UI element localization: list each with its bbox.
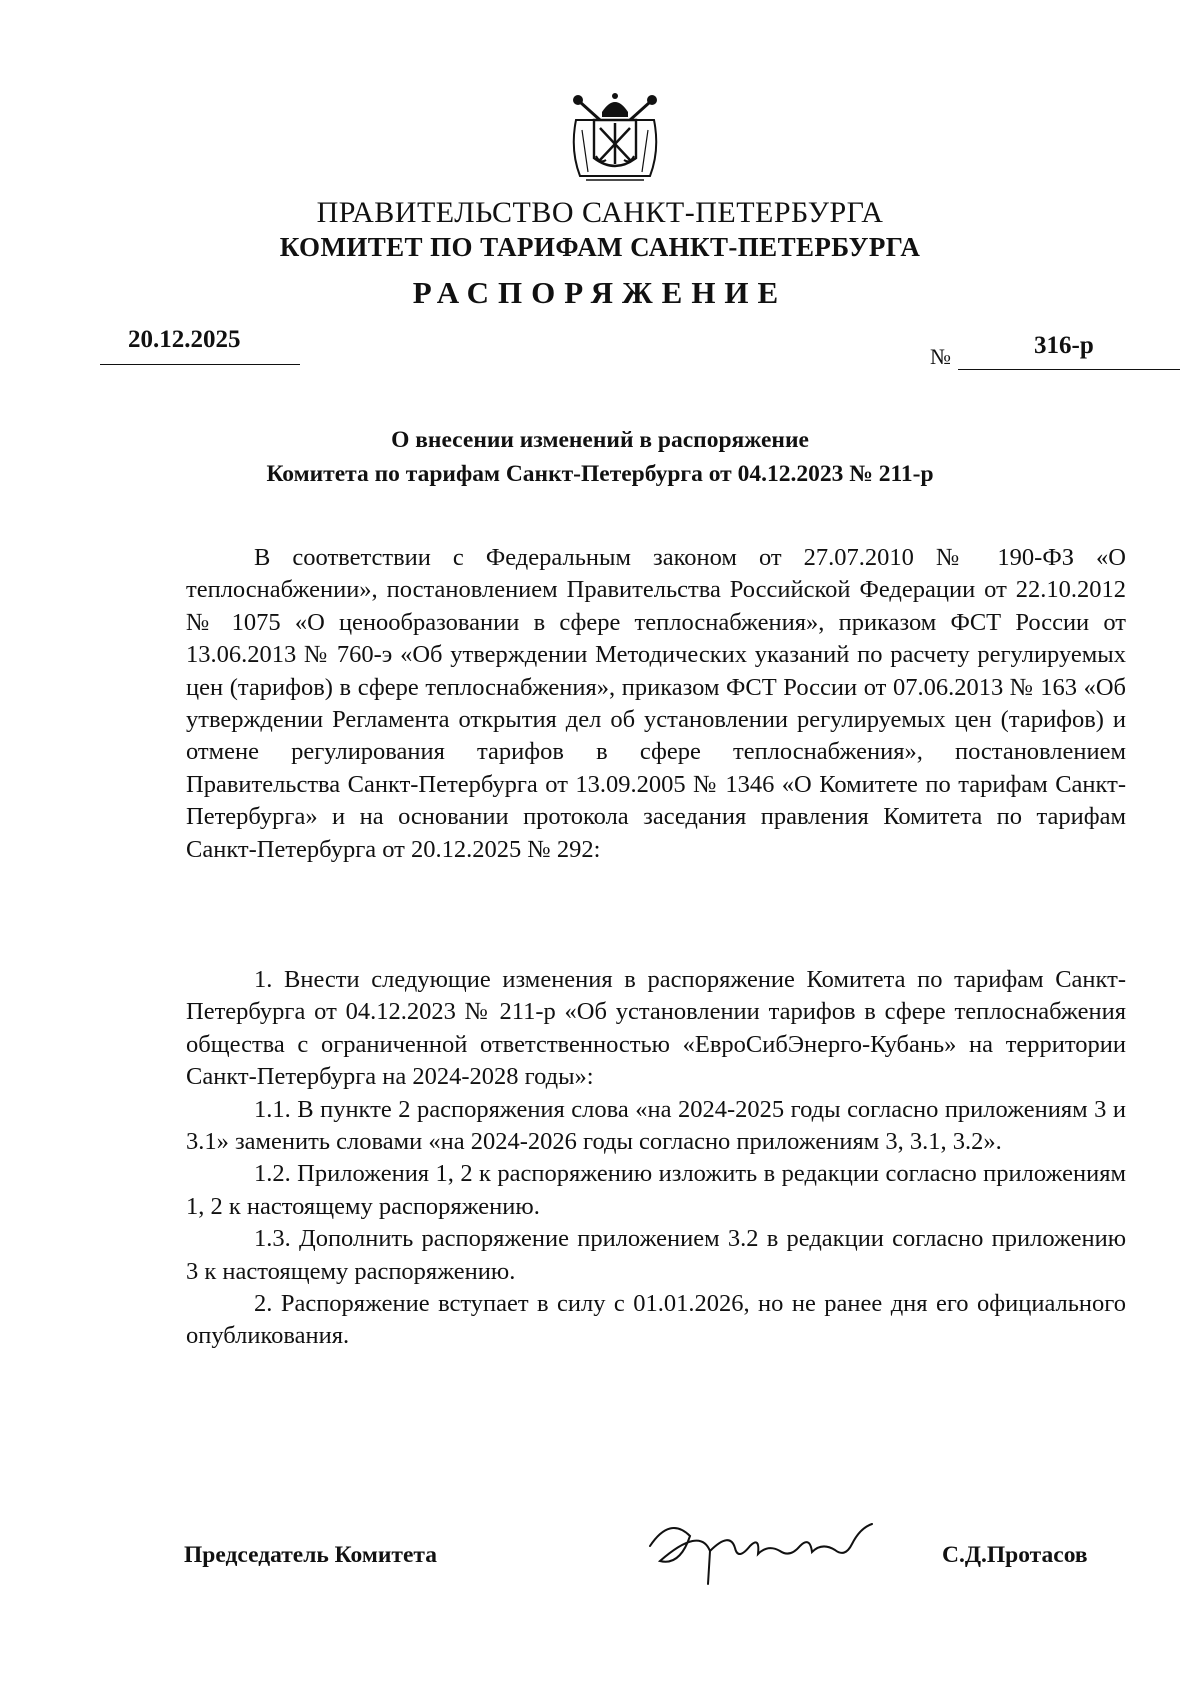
document-number-field [930,334,1180,370]
order-item: 1.1. В пункте 2 распоряжения слова «на 2024-2025 годы согласно приложениям 3 и 3.1» заменить словами «на 2024-2026 годы согласно приложениям 3, 3.1, 3.2». [186,1095,1126,1156]
preamble-paragraph: В соответствии с Федеральным законом от 27.07.2010 № 190-ФЗ «О теплоснабжении», постановлением Правительства Российской Федерации от 22.10.2012 № 1075 «О ценообразовании в сфере теплоснабжения», приказом ФСТ России от 13.06.2013 № 760-э «Об утверждении Методических указаний по расчету регулируемых цен (тарифов) в сфере теплоснабжения», приказом ФСТ России от 07.06.2013 № 163 «Об утверждении Регламента открытия дел об установлении регулируемых цен (тарифов) и отмене регулирования тарифов в сфере теплоснабжения», постановлением Правительства Санкт-Петербурга от 13.09.2005 № 1346 «О Комитете по тарифам Санкт-Петербурга» и на основании протокола заседания правления Комитета по тарифам Санкт-Петербурга от 20.12.2025 № 292: [186,544,1126,863]
document-title-line-2: Комитета по тарифам Санкт-Петербурга от 04.12.2023 № 211-р [266,461,934,487]
government-name: ПРАВИТЕЛЬСТВО САНКТ-ПЕТЕРБУРГА [316,196,884,229]
order-item: 1.3. Дополнить распоряжение приложением 3.2 в редакции согласно приложению 3 к настоящему распоряжению. [186,1225,1126,1285]
document-date-field [100,326,300,365]
document-number: 316-р [1034,332,1094,359]
document-type: РАСПОРЯЖЕНИЕ [412,275,788,310]
number-sign: № [930,344,951,369]
order-item: 1.2. Приложения 1, 2 к распоряжению изложить в редакции согласно приложениям 1, 2 к настоящему распоряжению. [186,1160,1126,1220]
handwritten-signature [640,1506,890,1586]
order-item: 1. Внести следующие изменения в распоряжение Комитета по тарифам Санкт-Петербурга от 04.12.2023 № 211-р «Об установлении тарифов в сфере теплоснабжения общества с ограниченной ответственностью «ЕвроСибЭнерго-Кубань» на территории Санкт-Петербурга на 2024-2028 годы»: [186,966,1126,1091]
number-underline [958,369,1180,370]
signer-position: Председатель Комитета [184,1542,437,1568]
signer-name: С.Д.Протасов [942,1542,1088,1568]
order-item: 2. Распоряжение вступает в силу с 01.01.2026, но не ранее дня его официального опубликования. [186,1290,1126,1350]
committee-name: КОМИТЕТ ПО ТАРИФАМ САНКТ-ПЕТЕРБУРГА [279,232,921,262]
order-items [186,964,1126,1353]
document-title-line-1: О внесении изменений в распоряжение [391,427,809,453]
document-date: 20.12.2025 [128,326,241,353]
coat-of-arms-icon [562,90,668,192]
